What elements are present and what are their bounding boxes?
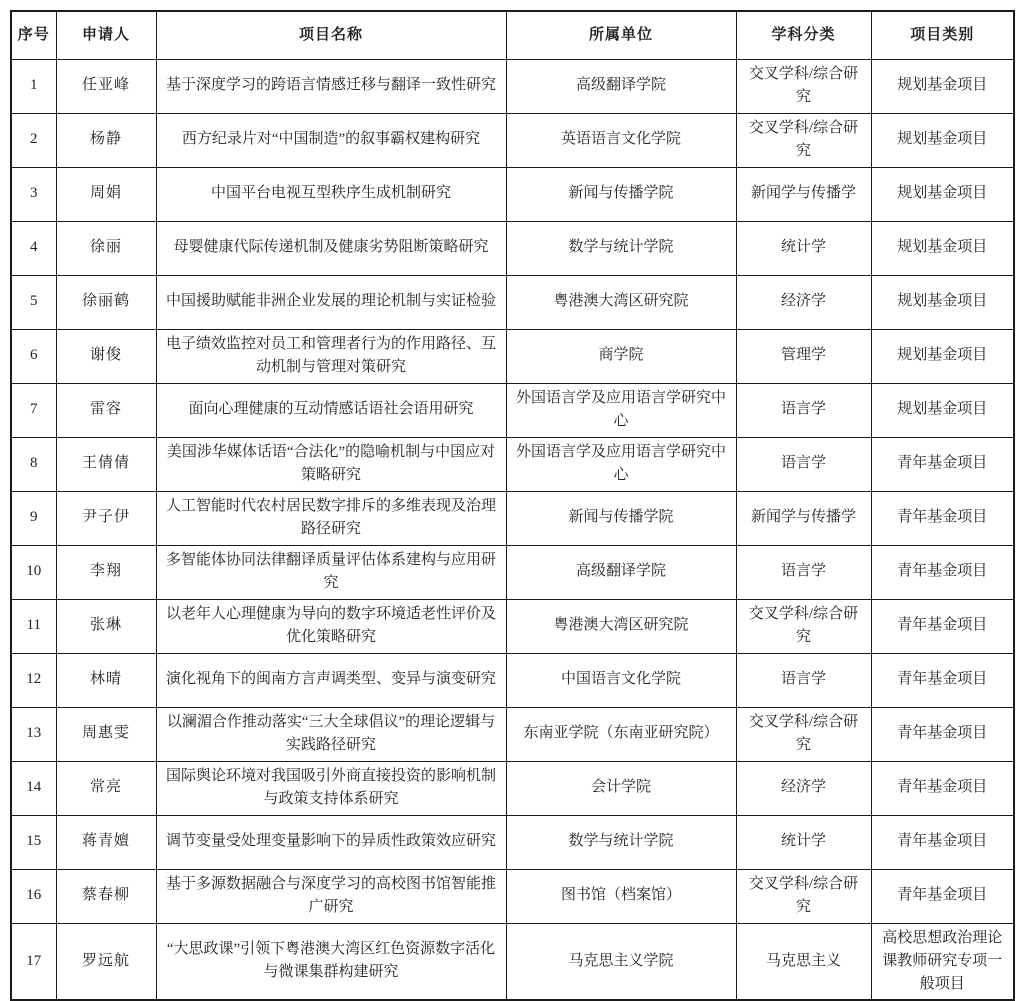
cell-project-category: 规划基金项目	[871, 221, 1014, 275]
cell-project-name: 人工智能时代农村居民数字排斥的多维表现及治理路径研究	[156, 491, 506, 545]
table-row	[11, 869, 1014, 923]
table-row	[11, 707, 1014, 761]
cell-applicant: 蒋青嬗	[56, 815, 156, 869]
cell-project-name: 国际舆论环境对我国吸引外商直接投资的影响机制与政策支持体系研究	[156, 761, 506, 815]
header-applicant: 申请人	[56, 11, 156, 59]
cell-affiliated-unit: 东南亚学院（东南亚研究院）	[506, 707, 736, 761]
cell-project-category: 青年基金项目	[871, 869, 1014, 923]
cell-applicant: 张琳	[56, 599, 156, 653]
table-body	[11, 59, 1014, 1000]
cell-affiliated-unit: 数学与统计学院	[506, 815, 736, 869]
cell-applicant: 王倩倩	[56, 437, 156, 491]
table-row	[11, 167, 1014, 221]
table-row	[11, 437, 1014, 491]
cell-project-category: 规划基金项目	[871, 383, 1014, 437]
cell-affiliated-unit: 英语语言文化学院	[506, 113, 736, 167]
cell-project-name: 调节变量受处理变量影响下的异质性政策效应研究	[156, 815, 506, 869]
cell-project-category: 高校思想政治理论课教师研究专项一般项目	[871, 923, 1014, 1000]
cell-serial-number: 11	[11, 599, 56, 653]
cell-applicant: 杨静	[56, 113, 156, 167]
cell-project-category: 青年基金项目	[871, 437, 1014, 491]
cell-affiliated-unit: 外国语言学及应用语言学研究中心	[506, 437, 736, 491]
cell-project-name: 以澜湄合作推动落实“三大全球倡议”的理论逻辑与实践路径研究	[156, 707, 506, 761]
cell-discipline: 统计学	[736, 221, 871, 275]
cell-project-name: 以老年人心理健康为导向的数字环境适老性评价及优化策略研究	[156, 599, 506, 653]
cell-affiliated-unit: 商学院	[506, 329, 736, 383]
cell-serial-number: 6	[11, 329, 56, 383]
cell-project-category: 青年基金项目	[871, 545, 1014, 599]
cell-applicant: 徐丽鹤	[56, 275, 156, 329]
table-row	[11, 653, 1014, 707]
cell-project-name: “大思政课”引领下粤港澳大湾区红色资源数字活化与微课集群构建研究	[156, 923, 506, 1000]
cell-project-category: 规划基金项目	[871, 113, 1014, 167]
cell-project-name: 中国援助赋能非洲企业发展的理论机制与实证检验	[156, 275, 506, 329]
cell-affiliated-unit: 数学与统计学院	[506, 221, 736, 275]
cell-project-name: 电子绩效监控对员工和管理者行为的作用路径、互动机制与管理对策研究	[156, 329, 506, 383]
cell-serial-number: 12	[11, 653, 56, 707]
table-row	[11, 113, 1014, 167]
cell-applicant: 罗远航	[56, 923, 156, 1000]
table-row	[11, 59, 1014, 113]
cell-serial-number: 8	[11, 437, 56, 491]
cell-affiliated-unit: 会计学院	[506, 761, 736, 815]
cell-project-category: 规划基金项目	[871, 167, 1014, 221]
table-row	[11, 545, 1014, 599]
cell-affiliated-unit: 新闻与传播学院	[506, 167, 736, 221]
cell-discipline: 经济学	[736, 761, 871, 815]
header-project-category: 项目类别	[871, 11, 1014, 59]
project-approval-table	[10, 10, 1015, 1001]
header-row	[11, 11, 1014, 59]
cell-project-category: 规划基金项目	[871, 59, 1014, 113]
cell-affiliated-unit: 高级翻译学院	[506, 59, 736, 113]
header-serial-number: 序号	[11, 11, 56, 59]
cell-discipline: 语言学	[736, 653, 871, 707]
cell-applicant: 任亚峰	[56, 59, 156, 113]
cell-applicant: 林晴	[56, 653, 156, 707]
table-row	[11, 383, 1014, 437]
cell-project-category: 青年基金项目	[871, 491, 1014, 545]
cell-project-category: 青年基金项目	[871, 653, 1014, 707]
table-row	[11, 221, 1014, 275]
cell-project-name: 母婴健康代际传递机制及健康劣势阻断策略研究	[156, 221, 506, 275]
table-row	[11, 491, 1014, 545]
cell-project-category: 青年基金项目	[871, 761, 1014, 815]
cell-serial-number: 13	[11, 707, 56, 761]
table-row	[11, 761, 1014, 815]
cell-applicant: 谢俊	[56, 329, 156, 383]
cell-serial-number: 14	[11, 761, 56, 815]
cell-affiliated-unit: 高级翻译学院	[506, 545, 736, 599]
cell-serial-number: 2	[11, 113, 56, 167]
header-affiliated-unit: 所属单位	[506, 11, 736, 59]
table-row	[11, 815, 1014, 869]
cell-applicant: 李翔	[56, 545, 156, 599]
cell-serial-number: 7	[11, 383, 56, 437]
cell-discipline: 经济学	[736, 275, 871, 329]
cell-affiliated-unit: 粤港澳大湾区研究院	[506, 599, 736, 653]
cell-project-name: 中国平台电视互型秩序生成机制研究	[156, 167, 506, 221]
cell-affiliated-unit: 新闻与传播学院	[506, 491, 736, 545]
cell-discipline: 交叉学科/综合研究	[736, 113, 871, 167]
cell-serial-number: 15	[11, 815, 56, 869]
cell-project-name: 基于多源数据融合与深度学习的高校图书馆智能推广研究	[156, 869, 506, 923]
cell-serial-number: 16	[11, 869, 56, 923]
header-discipline: 学科分类	[736, 11, 871, 59]
cell-project-name: 多智能体协同法律翻译质量评估体系建构与应用研究	[156, 545, 506, 599]
cell-serial-number: 10	[11, 545, 56, 599]
cell-serial-number: 3	[11, 167, 56, 221]
table-row	[11, 275, 1014, 329]
cell-applicant: 蔡春柳	[56, 869, 156, 923]
cell-serial-number: 5	[11, 275, 56, 329]
cell-project-name: 基于深度学习的跨语言情感迁移与翻译一致性研究	[156, 59, 506, 113]
cell-serial-number: 1	[11, 59, 56, 113]
cell-applicant: 尹子伊	[56, 491, 156, 545]
cell-discipline: 新闻学与传播学	[736, 491, 871, 545]
cell-discipline: 统计学	[736, 815, 871, 869]
cell-discipline: 语言学	[736, 383, 871, 437]
cell-discipline: 语言学	[736, 545, 871, 599]
cell-applicant: 常亮	[56, 761, 156, 815]
cell-affiliated-unit: 马克思主义学院	[506, 923, 736, 1000]
cell-discipline: 交叉学科/综合研究	[736, 707, 871, 761]
cell-serial-number: 17	[11, 923, 56, 1000]
cell-affiliated-unit: 粤港澳大湾区研究院	[506, 275, 736, 329]
cell-discipline: 交叉学科/综合研究	[736, 59, 871, 113]
cell-project-category: 青年基金项目	[871, 815, 1014, 869]
cell-discipline: 语言学	[736, 437, 871, 491]
cell-applicant: 徐丽	[56, 221, 156, 275]
cell-discipline: 交叉学科/综合研究	[736, 599, 871, 653]
cell-discipline: 交叉学科/综合研究	[736, 869, 871, 923]
cell-discipline: 马克思主义	[736, 923, 871, 1000]
cell-serial-number: 9	[11, 491, 56, 545]
cell-project-category: 规划基金项目	[871, 329, 1014, 383]
cell-project-category: 青年基金项目	[871, 707, 1014, 761]
cell-affiliated-unit: 中国语言文化学院	[506, 653, 736, 707]
cell-project-name: 美国涉华媒体话语“合法化”的隐喻机制与中国应对策略研究	[156, 437, 506, 491]
table-row	[11, 329, 1014, 383]
cell-project-name: 面向心理健康的互动情感话语社会语用研究	[156, 383, 506, 437]
cell-project-category: 规划基金项目	[871, 275, 1014, 329]
cell-project-name: 西方纪录片对“中国制造”的叙事霸权建构研究	[156, 113, 506, 167]
table-row	[11, 599, 1014, 653]
cell-serial-number: 4	[11, 221, 56, 275]
cell-affiliated-unit: 外国语言学及应用语言学研究中心	[506, 383, 736, 437]
cell-discipline: 新闻学与传播学	[736, 167, 871, 221]
table-row	[11, 923, 1014, 1000]
cell-project-name: 演化视角下的闽南方言声调类型、变异与演变研究	[156, 653, 506, 707]
cell-affiliated-unit: 图书馆（档案馆）	[506, 869, 736, 923]
cell-applicant: 周娟	[56, 167, 156, 221]
header-project-name: 项目名称	[156, 11, 506, 59]
cell-applicant: 周惠雯	[56, 707, 156, 761]
cell-project-category: 青年基金项目	[871, 599, 1014, 653]
cell-discipline: 管理学	[736, 329, 871, 383]
cell-applicant: 雷容	[56, 383, 156, 437]
